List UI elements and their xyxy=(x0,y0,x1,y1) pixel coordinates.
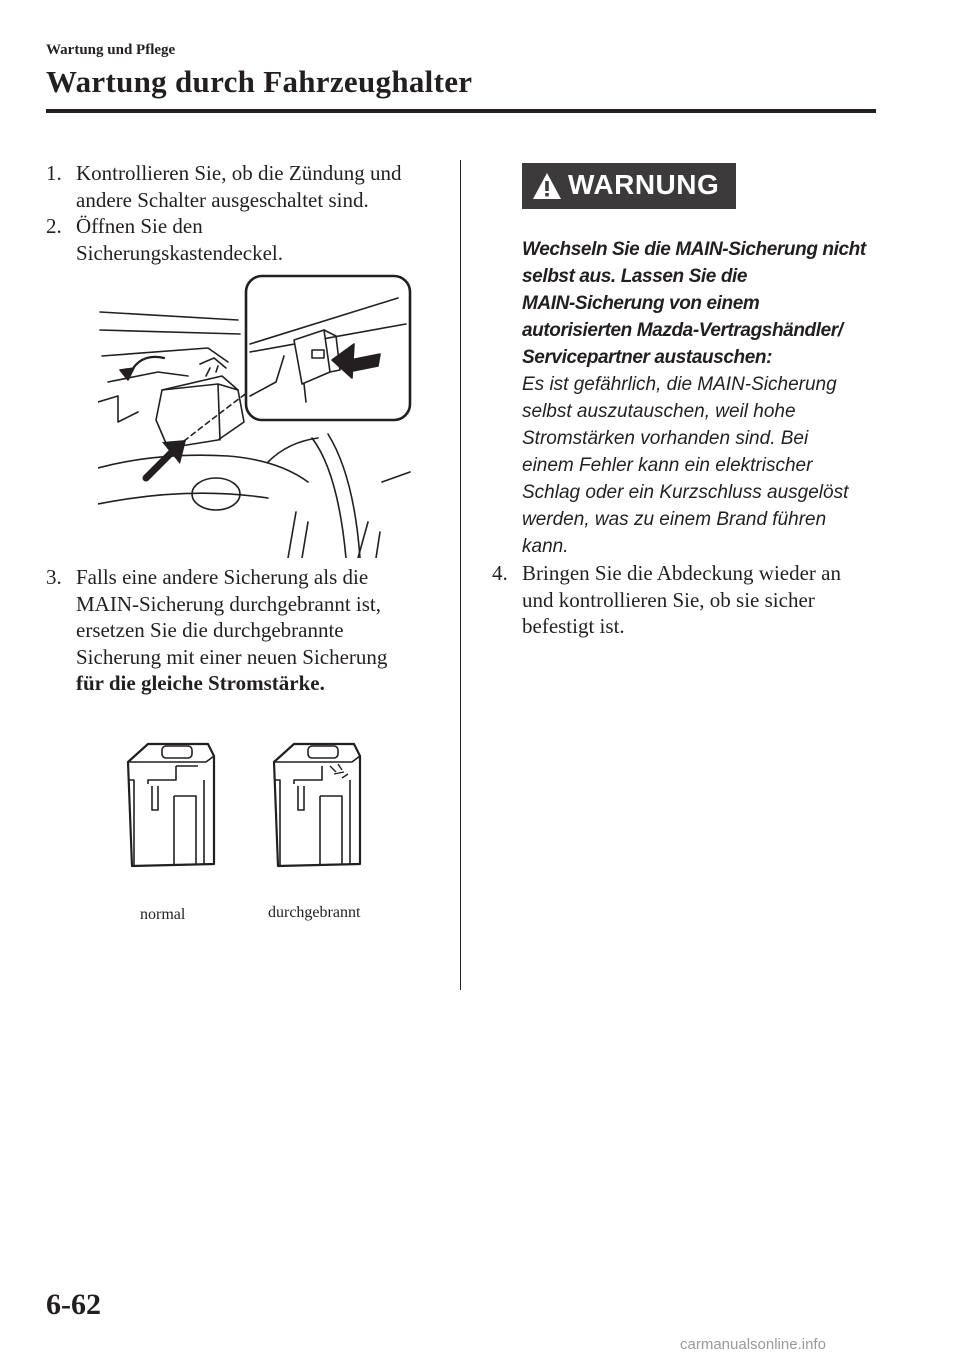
blown-fuse xyxy=(274,744,360,866)
warning-line: kann. xyxy=(522,536,569,557)
warning-line-bold: MAIN-Sicherung von einem xyxy=(522,293,760,314)
footer-watermark: carmanualsonline.info xyxy=(680,1336,826,1353)
caption-blown-fuse: durchgebrannt xyxy=(268,904,361,921)
warning-text xyxy=(522,236,882,560)
step-line: MAIN-Sicherung durchgebrannt ist, xyxy=(76,591,382,616)
warning-line-bold: autorisierten Mazda-Vertragshändler/ xyxy=(522,320,843,341)
step-line: andere Schalter ausgeschaltet sind. xyxy=(76,187,369,212)
warning-line: selbst auszutauschen, weil hohe xyxy=(522,401,796,422)
column-divider xyxy=(460,160,461,990)
step-line: Kontrollieren Sie, ob die Zündung und xyxy=(76,161,402,185)
warning-badge xyxy=(522,163,736,209)
step-number: 4. xyxy=(492,561,508,585)
step-text xyxy=(76,564,387,697)
warning-line-bold: selbst aus. Lassen Sie die xyxy=(522,266,748,287)
warning-line: Schlag oder ein Kurzschluss ausgelöst xyxy=(522,482,849,503)
step-line: Öffnen Sie den xyxy=(76,214,203,238)
normal-fuse xyxy=(128,744,214,866)
warning-line: werden, was zu einem Brand führen xyxy=(522,509,827,530)
step-line-bold: für die gleiche Stromstärke. xyxy=(76,671,325,695)
step-text xyxy=(76,213,283,266)
page-title: Wartung durch Fahrzeughalter xyxy=(46,64,473,99)
warning-line-bold: Wechseln Sie die MAIN-Sicherung nicht xyxy=(522,239,866,260)
step-line: befestigt ist. xyxy=(522,614,625,638)
warning-label: WARNUNG xyxy=(568,169,720,200)
warning-line: Stromstärken vorhanden sind. Bei xyxy=(522,428,809,449)
step-line: Sicherung mit einer neuen Sicherung xyxy=(76,644,388,669)
step-text xyxy=(76,160,401,213)
step-number: 3. xyxy=(46,565,62,589)
warning-line: einem Fehler kann ein elektrischer xyxy=(522,455,813,476)
warning-line: Es ist gefährlich, die MAIN-Sicherung xyxy=(522,374,837,395)
step-number: 1. xyxy=(46,161,62,185)
step-line: Falls eine andere Sicherung als die xyxy=(76,565,369,589)
step-text xyxy=(522,560,841,640)
fuse-comparison-illustration xyxy=(118,736,388,876)
warning-line-bold: Servicepartner austauschen: xyxy=(522,347,773,368)
page-number: 6-62 xyxy=(46,1288,101,1321)
step-line: Bringen Sie die Abdeckung wieder an xyxy=(522,561,841,585)
section-label: Wartung und Pflege xyxy=(46,42,176,58)
warning-triangle-icon xyxy=(532,172,562,200)
header-rule xyxy=(46,109,876,113)
step-line: Sicherungskastendeckel. xyxy=(76,240,284,265)
step-line: und kontrollieren Sie, ob sie sicher xyxy=(522,587,815,612)
caption-normal-fuse: normal xyxy=(140,906,186,923)
step-number: 2. xyxy=(46,214,62,238)
fusebox-cover-illustration xyxy=(98,272,416,558)
step-line: ersetzen Sie die durchgebrannte xyxy=(76,618,344,642)
